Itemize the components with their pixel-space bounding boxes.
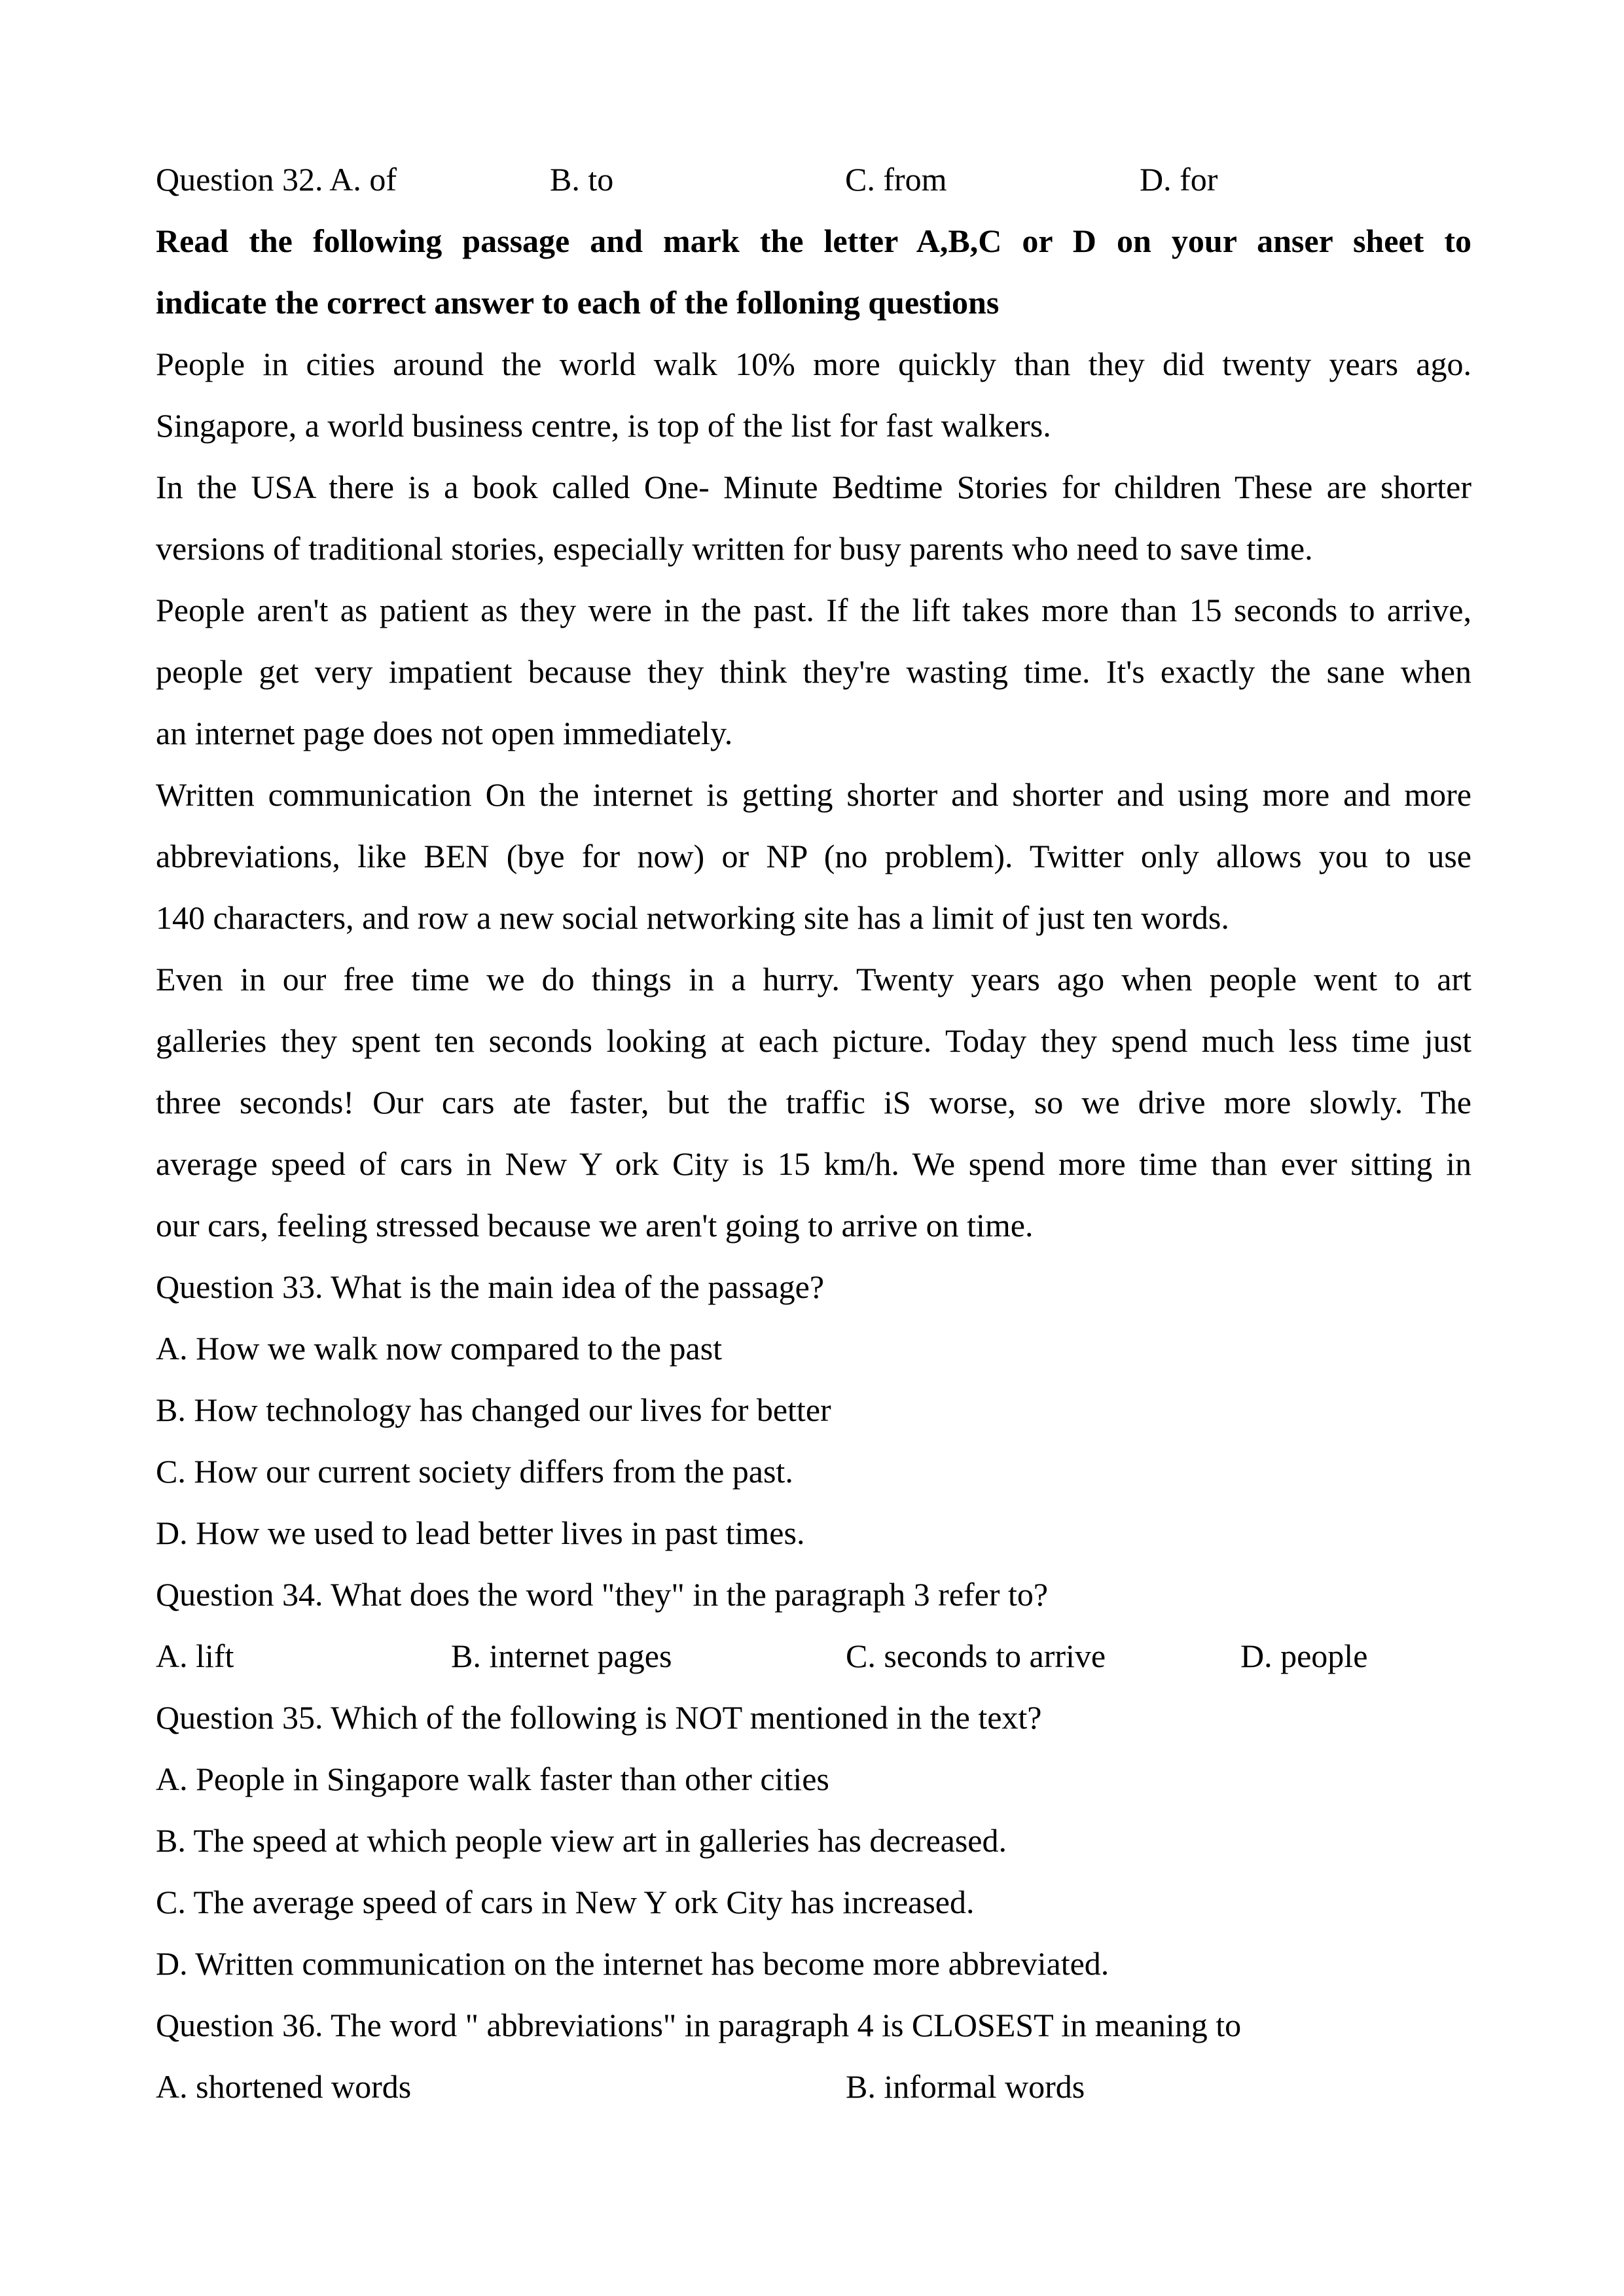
- question-35-option-c: C. The average speed of cars in New Y ork City has increased.: [156, 1884, 975, 1920]
- question-34-option-b: B. internet pages: [451, 1638, 672, 1674]
- question-33: [156, 1256, 1471, 1564]
- question-33-option-d: D. How we used to lead better lives in past times.: [156, 1515, 805, 1551]
- question-35: [156, 1687, 1471, 1994]
- passage-paragraph-2: [156, 456, 1471, 579]
- question-35-option-a: A. People in Singapore walk faster than other cities: [156, 1761, 829, 1797]
- exam-page: [156, 149, 1471, 2117]
- question-36-option-b: B. informal words: [846, 2068, 1085, 2105]
- passage-line: Written communication On the internet is getting shorter and shorter and using more and more: [156, 776, 1471, 813]
- question-34-option-c: C. seconds to arrive: [846, 1638, 1106, 1674]
- passage-line: People in cities around the world walk 10% more quickly than they did twenty years ago.: [156, 346, 1471, 382]
- passage-line: our cars, feeling stressed because we aren't going to arrive on time.: [156, 1207, 1034, 1244]
- passage-line: an internet page does not open immediately.: [156, 715, 733, 751]
- question-34: [156, 1564, 1471, 1687]
- passage: [156, 333, 1471, 1256]
- question-33-stem: Question 33. What is the main idea of the passage?: [156, 1268, 825, 1305]
- question-32-options: [156, 149, 1471, 210]
- passage-line: average speed of cars in New Y ork City is 15 km/h. We spend more time than ever sitting in: [156, 1145, 1471, 1182]
- question-32-option-c: C. from: [845, 161, 947, 198]
- passage-paragraph-4: [156, 764, 1471, 948]
- passage-paragraph-5: [156, 948, 1471, 1256]
- question-35-stem: Question 35. Which of the following is NOT mentioned in the text?: [156, 1699, 1042, 1736]
- question-33-option-a: A. How we walk now compared to the past: [156, 1330, 723, 1367]
- passage-line: people get very impatient because they think they're wasting time. It's exactly the sane when: [156, 653, 1471, 690]
- question-32-option-b: B. to: [550, 161, 614, 198]
- passage-line: People aren't as patient as they were in the past. If the lift takes more than 15 seconds to arrive,: [156, 592, 1471, 628]
- question-33-option-c: C. How our current society differs from the past.: [156, 1453, 793, 1490]
- passage-paragraph-1: [156, 333, 1471, 456]
- question-36-options: [156, 2056, 1471, 2117]
- passage-paragraph-3: [156, 579, 1471, 764]
- instruction: [156, 210, 1471, 333]
- question-32-option-d: D. for: [1140, 161, 1218, 198]
- instruction-line-2: indicate the correct answer to each of the folloning questions: [156, 284, 1000, 321]
- passage-line: In the USA there is a book called One- Minute Bedtime Stories for children These are shorter: [156, 469, 1471, 505]
- question-34-stem: Question 34. What does the word "they" in the paragraph 3 refer to?: [156, 1576, 1049, 1613]
- passage-line: abbreviations, like BEN (bye for now) or NP (no problem). Twitter only allows you to use: [156, 838, 1471, 874]
- passage-line: 140 characters, and row a new social networking site has a limit of just ten words.: [156, 899, 1229, 936]
- question-33-option-b: B. How technology has changed our lives for better: [156, 1391, 831, 1428]
- question-36-stem: Question 36. The word " abbreviations" in paragraph 4 is CLOSEST in meaning to: [156, 2007, 1242, 2043]
- passage-line: three seconds! Our cars ate faster, but the traffic iS worse, so we drive more slowly. The: [156, 1084, 1471, 1121]
- question-36: [156, 1994, 1471, 2117]
- question-34-option-a: A. lift: [156, 1638, 234, 1674]
- passage-line: Even in our free time we do things in a hurry. Twenty years ago when people went to art: [156, 961, 1471, 997]
- question-34-options: [156, 1625, 1471, 1687]
- question-32-option-a: Question 32. A. of: [156, 161, 397, 198]
- passage-line: versions of traditional stories, especially written for busy parents who need to save time.: [156, 530, 1313, 567]
- question-35-option-b: B. The speed at which people view art in galleries has decreased.: [156, 1822, 1007, 1859]
- question-34-option-d: D. people: [1240, 1638, 1368, 1674]
- question-36-option-a: A. shortened words: [156, 2068, 412, 2105]
- instruction-line-1: Read the following passage and mark the letter A,B,C or D on your anser sheet to: [156, 223, 1471, 259]
- passage-line: galleries they spent ten seconds looking at each picture. Today they spend much less time just: [156, 1022, 1471, 1059]
- question-35-option-d: D. Written communication on the internet has become more abbreviated.: [156, 1945, 1110, 1982]
- passage-line: Singapore, a world business centre, is top of the list for fast walkers.: [156, 407, 1051, 444]
